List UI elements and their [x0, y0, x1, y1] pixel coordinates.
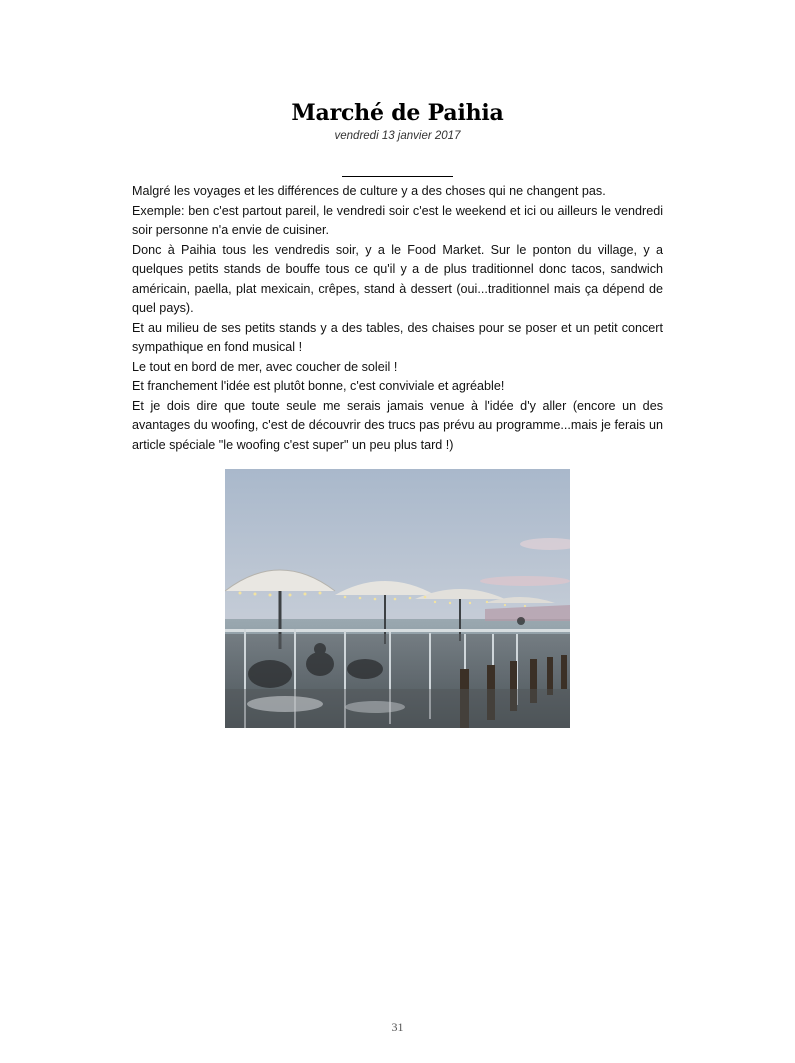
body-paragraph: Le tout en bord de mer, avec coucher de soleil ! [132, 359, 398, 374]
title-divider [342, 176, 453, 177]
body-paragraph: Et au milieu de ses petits stands y a des tables, des chaises pour se poser et un petit concert sympathique en fond musical ! [132, 320, 663, 354]
page-number: 31 [391, 1020, 404, 1034]
body-paragraph: Donc à Paihia tous les vendredis soir, y a le Food Market. Sur le ponton du village, y a quelques petits stands de bouffe tous ce qu'il y a de plus traditionnel donc tacos, sandwich américain, paella, plat mexicain, crêpes, stand à dessert (oui...traditionnel mais ça dépend de quel pays). [132, 242, 663, 315]
article-body [132, 182, 663, 455]
article-date: vendredi 13 janvier 2017 [334, 130, 461, 142]
body-paragraph: Et je dois dire que toute seule me serais jamais venue à l'idée d'y aller (encore un des avantages du woofing, c'est de découvrir des trucs pas prévu au programme...mais je ferais un article spéciale "le woofing c'est super" un peu plus tard !) [132, 398, 663, 452]
body-paragraph: Malgré les voyages et les différences de culture y a des choses qui ne changent pas. [132, 184, 606, 198]
body-paragraph: Exemple: ben c'est partout pareil, le vendredi soir c'est le weekend et ici ou ailleurs le vendredi soir personne n'a envie de cuisiner. [132, 203, 663, 237]
body-paragraph: Et franchement l'idée est plutôt bonne, c'est conviviale et agréable! [132, 379, 505, 393]
article-title: Marché de Paihia [291, 100, 504, 126]
market-photo [225, 469, 570, 728]
